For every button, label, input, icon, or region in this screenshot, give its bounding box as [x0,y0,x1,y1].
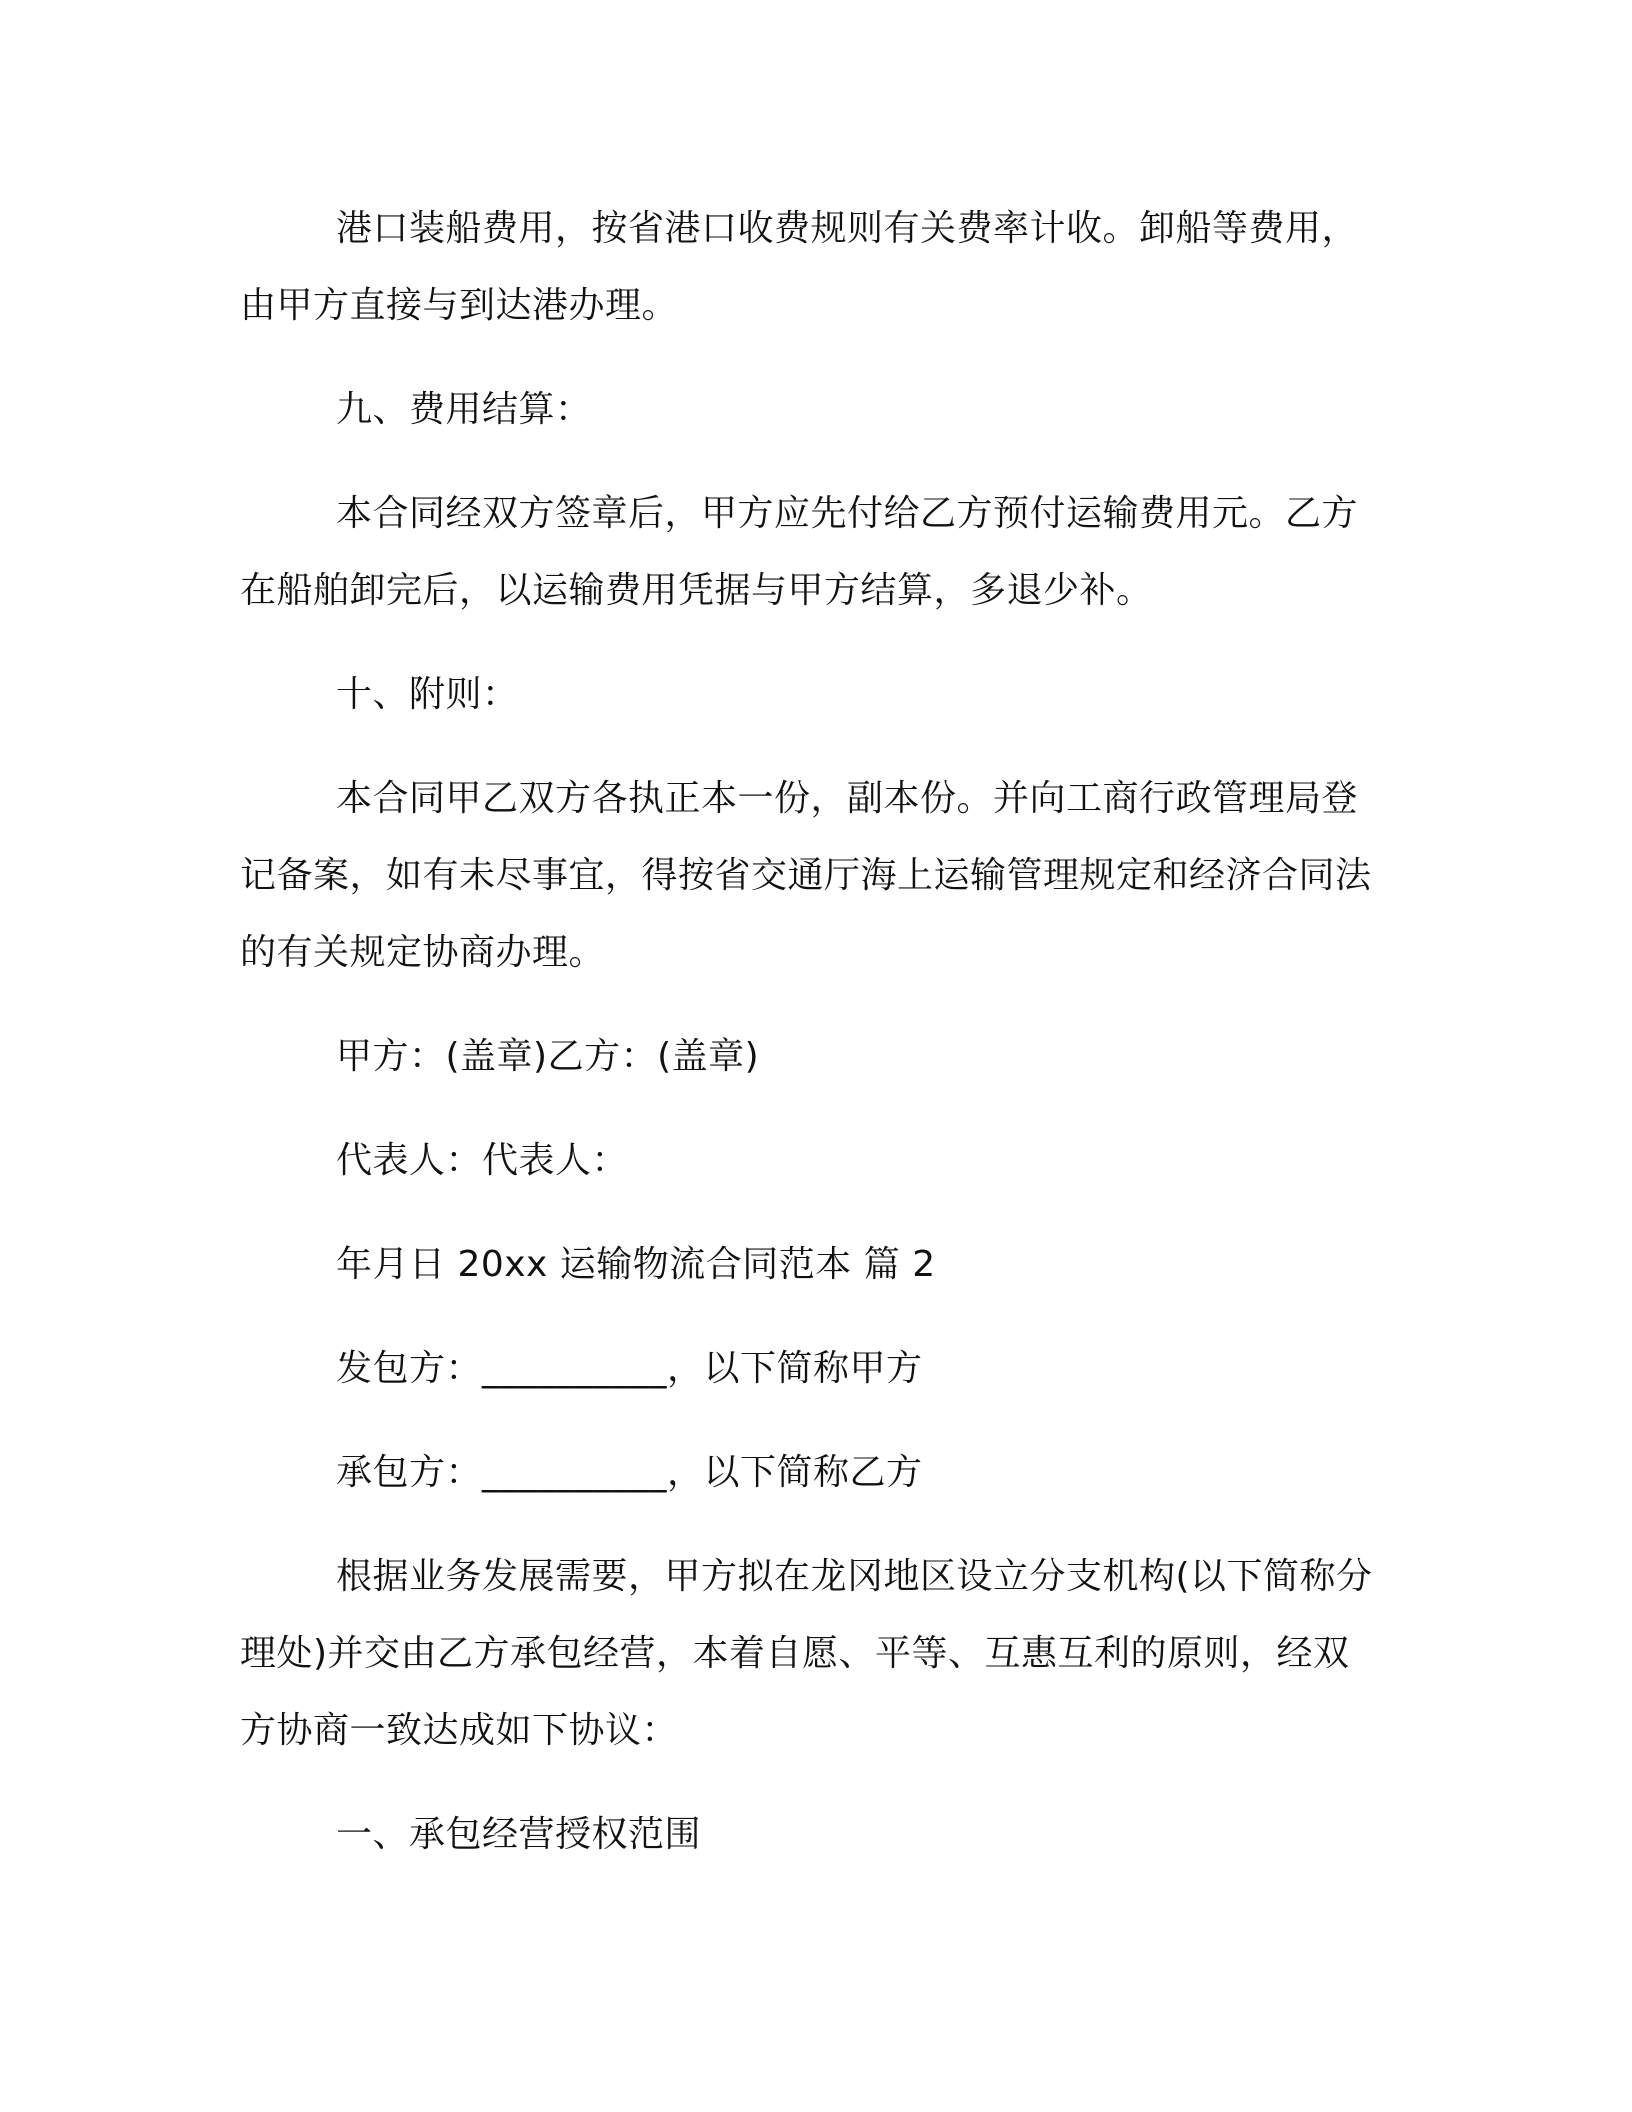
party-a-line: 发包方：__________，以下简称甲方 [336,1348,923,1389]
contract-title-part-2: 年月日 20xx 运输物流合同范本 篇 2 [336,1244,936,1285]
heading-fee-settlement: 九、费用结算： [336,389,592,430]
paragraph-preamble: 根据业务发展需要，甲方拟在龙冈地区设立分支机构(以下简称分理处)并交由乙方承包经营，本着自愿、平等、互惠互利的原则，经双方协商一致达成如下协议： [240,1556,1373,1751]
paragraph-port-fees: 港口装船费用，按省港口收费规则有关费率计收。卸船等费用，由甲方直接与到达港办理。 [240,208,1359,326]
document-body [240,190,1376,1873]
signature-parties: 甲方：(盖章)乙方：(盖章) [336,1036,760,1077]
party-b-line: 承包方：__________，以下简称乙方 [336,1452,923,1493]
heading-supplementary: 十、附则： [336,674,519,715]
paragraph-supplementary: 本合同甲乙双方各执正本一份，副本份。并向工商行政管理局登记备案，如有未尽事宜，得按省交通厅海上运输管理规定和经济合同法的有关规定协商办理。 [240,778,1372,973]
signature-representatives: 代表人：代表人： [336,1140,629,1181]
paragraph-settlement: 本合同经双方签章后，甲方应先付给乙方预付运输费用元。乙方在船舶卸完后，以运输费用凭据与甲方结算，多退少补。 [240,493,1359,611]
heading-authorization-scope: 一、承包经营授权范围 [336,1814,702,1855]
